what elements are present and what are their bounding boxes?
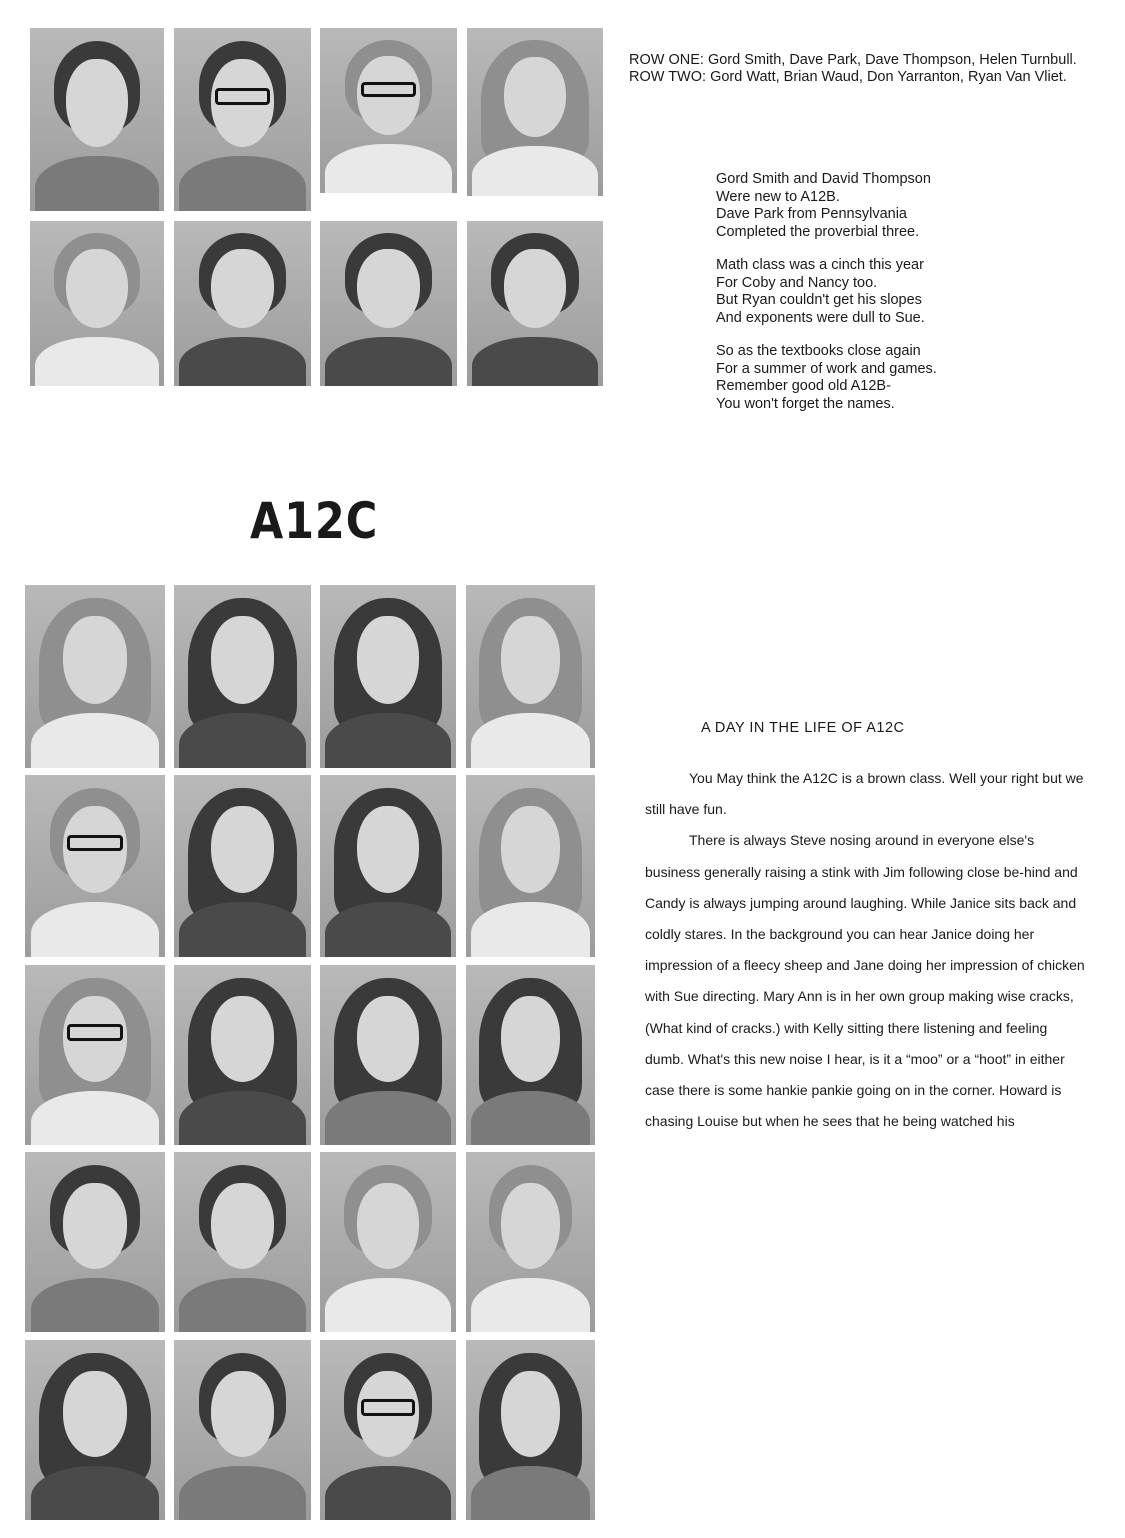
student-portrait (466, 775, 595, 957)
student-portrait (320, 585, 456, 768)
poem-line: So as the textbooks close again (716, 343, 921, 359)
student-portrait (174, 221, 311, 386)
student-portrait (466, 1152, 595, 1332)
student-portrait (174, 1340, 311, 1520)
poem-stanza (716, 171, 1046, 241)
poem-line: Were new to A12B. (716, 188, 840, 205)
story-paragraph: You May think the A12C is a brown class. Well your right but we still have fun. (645, 770, 1084, 818)
student-portrait (174, 965, 311, 1145)
poem-line: Completed the proverbial three. (716, 223, 920, 240)
caption-row-one: ROW ONE: Gord Smith, Dave Park, Dave Thompson, Helen Turnbull. (629, 52, 1077, 68)
section-heading: A12C (250, 492, 379, 550)
poem-line: But Ryan couldn't get his slopes (716, 292, 922, 308)
student-portrait (320, 775, 456, 957)
poem-line: Remember good old A12B- (716, 378, 891, 394)
story-text (645, 763, 1085, 1137)
student-portrait (25, 775, 165, 957)
student-portrait (30, 221, 164, 386)
poem-line: Dave Park from Pennsylvania (716, 206, 907, 222)
story-title: A DAY IN THE LIFE OF A12C (701, 720, 905, 736)
poem-line: Math class was a cinch this year (716, 257, 924, 273)
student-portrait (467, 28, 603, 196)
poem-line: For Coby and Nancy too. (716, 274, 878, 291)
a12b-caption (629, 52, 1079, 86)
student-portrait (174, 775, 311, 957)
student-portrait (174, 585, 311, 768)
student-portrait (320, 221, 457, 386)
student-portrait (30, 28, 164, 211)
student-portrait (320, 965, 456, 1145)
student-portrait (25, 965, 165, 1145)
student-portrait (25, 1340, 165, 1520)
student-portrait (25, 1152, 165, 1332)
student-portrait (466, 1340, 595, 1520)
student-portrait (320, 1340, 456, 1520)
poem-line: Gord Smith and David Thompson (716, 171, 931, 187)
student-portrait (25, 585, 165, 768)
student-portrait (467, 221, 603, 386)
a12b-poem (716, 171, 1046, 429)
poem-stanza (716, 257, 1046, 327)
student-portrait (466, 965, 595, 1145)
caption-row-two: ROW TWO: Gord Watt, Brian Waud, Don Yarranton, Ryan Van Vliet. (629, 69, 1067, 85)
poem-line: For a summer of work and games. (716, 360, 937, 377)
student-portrait (320, 28, 457, 193)
poem-line: And exponents were dull to Sue. (716, 309, 925, 326)
story-paragraph: There is always Steve nosing around in everyone else's business generally raising a stink with Jim following close be-hind and Candy is always jumping around laughing. While Janice sits back and coldly stares. In the background you can hear Janice doing her impression of a fleecy sheep and Jane doing her impression of chicken with Sue directing. Mary Ann is in her own group making wise cracks, (What kind of cracks.) with Kelly sitting there listening and feeling dumb. What's this new noise I hear, is it a “moo” or a “hoot” in either case there is some hankie pankie going on in the corner. Howard is chasing Louise but when he sees that he being watched his (645, 832, 1085, 1130)
student-portrait (174, 1152, 311, 1332)
student-portrait (174, 28, 311, 211)
poem-line: You won't forget the names. (716, 395, 895, 412)
student-portrait (320, 1152, 456, 1332)
student-portrait (466, 585, 595, 768)
poem-stanza (716, 343, 1046, 413)
